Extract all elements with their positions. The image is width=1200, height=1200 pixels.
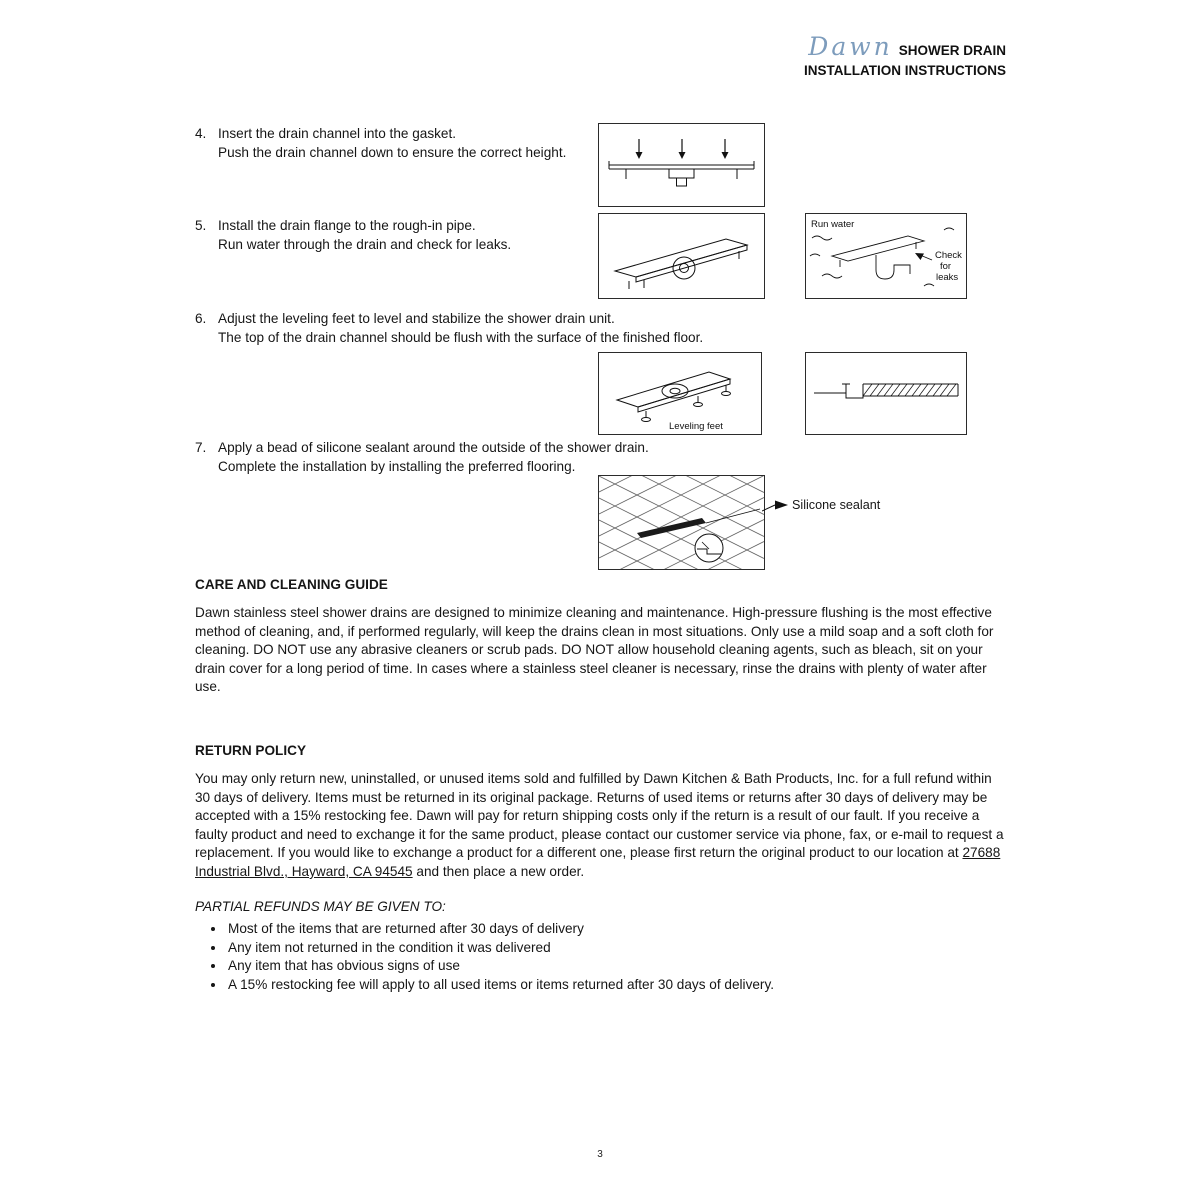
step-number: 5. [195, 218, 207, 233]
leveling-feet-label: Leveling feet [669, 421, 723, 432]
drain-flange-diagram [599, 214, 764, 298]
figure-floor-cross-section [805, 352, 967, 435]
doc-header [804, 34, 1006, 78]
figure-leveling-feet [598, 352, 762, 435]
sealant-arrow-icon [762, 498, 789, 512]
refund-bullet-item: • Any item that has obvious signs of use [226, 957, 774, 976]
silicone-sealant-callout [762, 498, 880, 512]
figure-drain-channel-gasket [598, 123, 765, 207]
care-cleaning-heading: CARE AND CLEANING GUIDE [195, 577, 388, 592]
svg-text:leaks: leaks [936, 272, 959, 283]
return-policy-text-end: and then place a new order. [412, 863, 585, 879]
step-line-2: Complete the installation by installing the preferred flooring. [218, 459, 576, 474]
step-line-1: Install the drain flange to the rough-in pipe. [218, 218, 476, 233]
silicone-sealant-label: Silicone sealant [792, 498, 881, 512]
step-line-1: Insert the drain channel into the gasket. [218, 126, 457, 141]
return-policy-text-start: You may only return new, uninstalled, or unused items sold and fulfilled by Dawn Kitchen & Bath Products, Inc. for a full refund within 30 days of delivery. Items must be returned in its original package. Returns of used items or returns after 30 days of delivery may be accepted with a 15% restocking fee. Dawn will pay for return shipping costs only if the return is a result of our fault. If you receive a faulty product and need to exchange it for the same product, please contact our customer service via phone, fax, or e-mail to request a replacement. If you would like to exchange a product for a different one, please first return the original product to our location at [195, 771, 1004, 861]
silicone-sealant-diagram [599, 476, 764, 569]
doc-title: SHOWER DRAIN [898, 43, 1006, 58]
install-step-4 [195, 124, 566, 162]
install-step-5 [195, 216, 511, 254]
step-line-1: Apply a bead of silicone sealant around the outside of the shower drain. [218, 440, 649, 455]
install-step-6 [195, 309, 703, 347]
svg-text:for: for [940, 261, 952, 272]
floor-cross-section-diagram [806, 353, 966, 434]
step-number: 4. [195, 126, 207, 141]
figure-run-water-check-leaks [805, 213, 967, 299]
step-line-2: Push the drain channel down to ensure the correct height. [218, 145, 567, 160]
down-arrow-icon [636, 152, 729, 159]
return-address: 27688 Industrial Blvd., Hayward, CA 94545 [195, 845, 1001, 879]
step-line-2: Run water through the drain and check for leaks. [218, 237, 512, 252]
figure-drain-flange [598, 213, 765, 299]
sealant-detail-circle [695, 534, 723, 562]
svg-text:Check: Check [935, 250, 962, 261]
run-water-label: Run water [811, 219, 855, 230]
page-number: 3 [597, 1149, 603, 1160]
drain-channel-gasket-diagram [599, 124, 764, 206]
step-number: 7. [195, 440, 207, 455]
refund-bullet-item: • Most of the items that are returned after 30 days of delivery [226, 920, 774, 939]
step-number: 6. [195, 311, 207, 326]
care-cleaning-body: Dawn stainless steel shower drains are designed to minimize cleaning and maintenance. High-pressure flushing is the most effective method of cleaning, and, if performed regularly, will keep the drains clean in most situations. Only use a mild soap and a soft cloth for cleaning. DO NOT use any abrasive cleaners or scrub pads. DO NOT allow household cleaning agents, such as bleach, sit on your drain cover for a long period of time. In cases where a stainless steel cleaner is necessary, rinse the drains with plenty of water after use. [195, 605, 994, 695]
refund-bullet-list [195, 920, 774, 995]
step-line-1: Adjust the leveling feet to level and stabilize the shower drain unit. [218, 311, 615, 326]
dawn-logo: Dawn [808, 32, 893, 61]
return-policy-body [195, 770, 1009, 882]
run-water-diagram [806, 214, 966, 298]
install-step-7 [195, 438, 649, 476]
check-for-leaks-label [935, 250, 962, 283]
refund-bullet-item: • A 15% restocking fee will apply to all used items or items returned after 30 days of delivery. [226, 976, 774, 995]
refund-bullet-item: • Any item not returned in the condition it was delivered [226, 939, 774, 958]
drain-bar [637, 518, 706, 538]
doc-subtitle: INSTALLATION INSTRUCTIONS [804, 63, 1006, 78]
leveling-feet-diagram [599, 353, 761, 434]
step-line-2: The top of the drain channel should be flush with the surface of the finished floor. [218, 330, 704, 345]
partial-refunds-heading: PARTIAL REFUNDS MAY BE GIVEN TO: [195, 899, 446, 914]
figure-silicone-sealant [598, 475, 765, 570]
return-policy-heading: RETURN POLICY [195, 743, 307, 758]
